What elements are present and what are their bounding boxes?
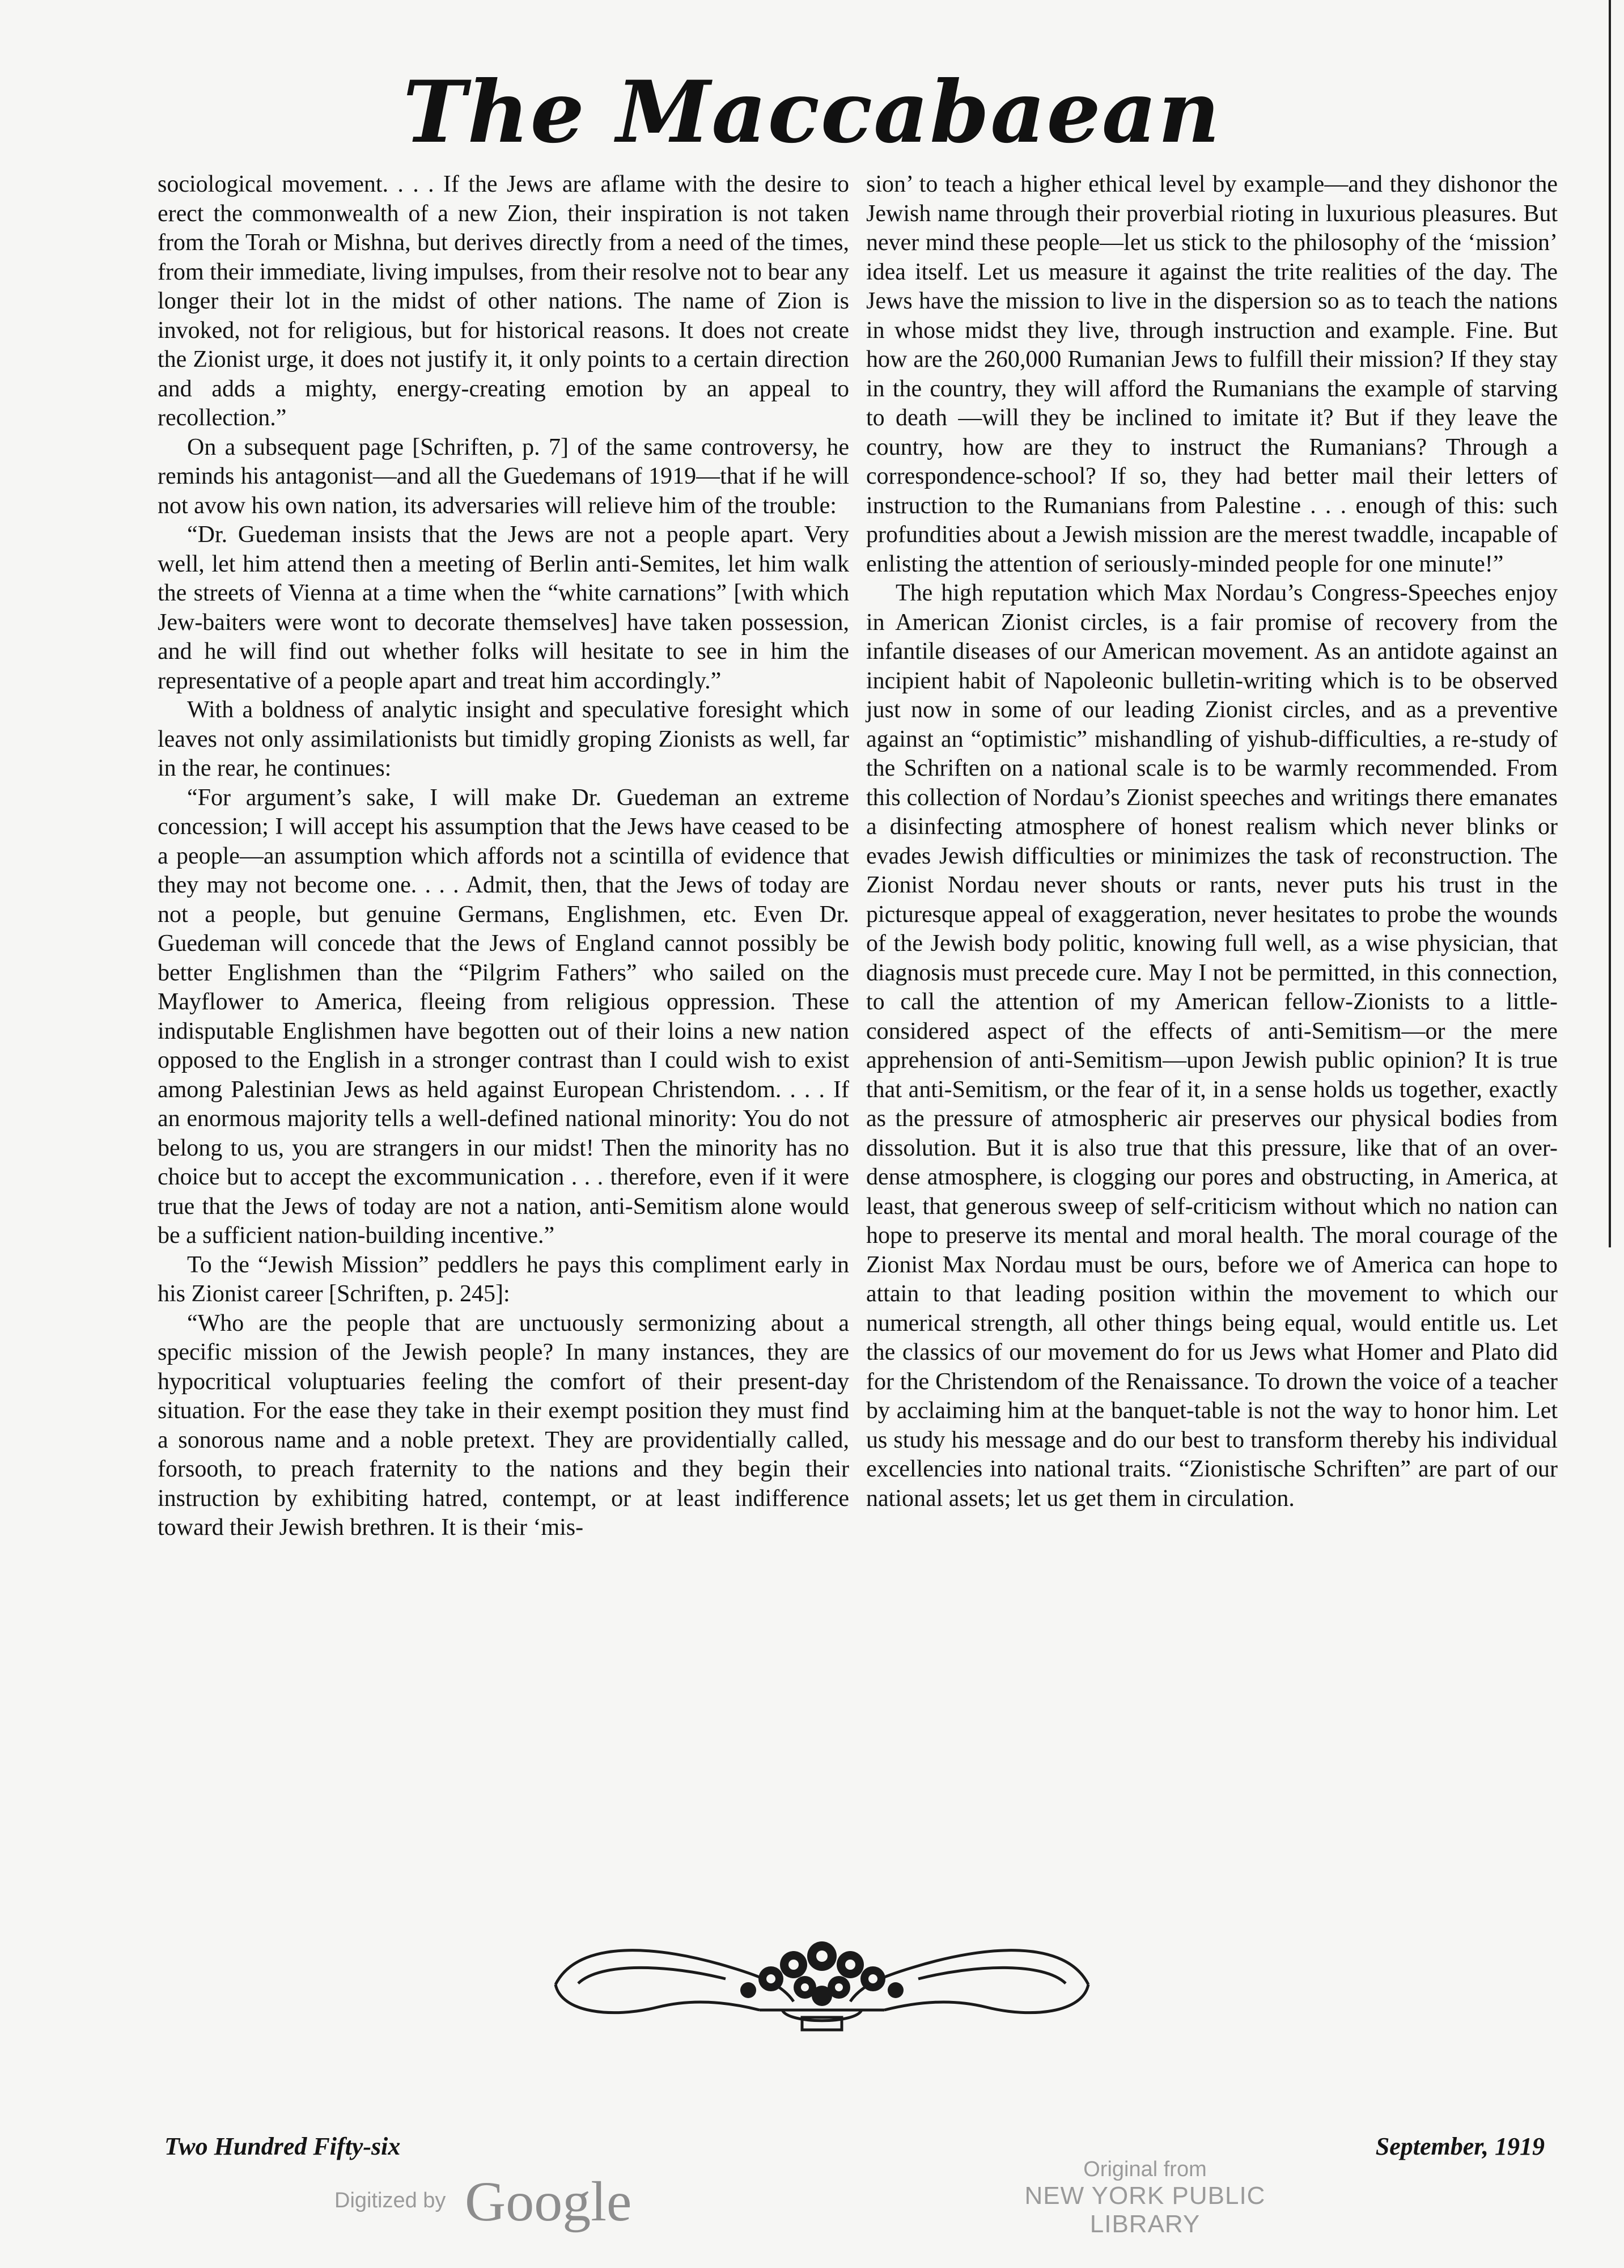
- paragraph: The high reputation which Max Nordau’s Congress-Speeches enjoy in American Zionist circles, is a fair promise of recovery from the infantile diseases of our American movement. As an antidote against an incipient habit of Napoleonic bulletin-writing which is to be observed just now in some of our leading Zionist circles, and as a preventive against an “optimistic” mishandling of yishub-difficulties, a re-study of the Schriften on a national scale is to be warmly recommended. From this collection of Nordau’s Zionist speeches and writings there emanates a disinfecting atmosphere of honest realism which never blinks or evades Jewish difficulties or minimizes the task of reconstruction. The Zionist Nordau never shouts or rants, never puts his trust in the picturesque appeal of exaggeration, never hesitates to probe the wounds of the Jewish body politic, knowing full well, as a wise physician, that diagnosis must precede cure. May I not be permitted, in this connection, to call the attention of my American fellow-Zionists to a little-considered aspect of the effects of anti-Semitism—or the mere apprehension of anti-Semitism—upon Jewish public opinion? It is true that anti-Semitism, or the fear of it, in a sense holds us together, exactly as the pressure of atmospheric air preserves our physical bodies from dissolution. But it is also true that this pressure, like that of an over-dense atmosphere, is clogging our pores and obstructing, in America, at least, that generous sweep of self-criticism without which no nation can hope to preserve its mental and moral health. The moral courage of the Zionist Max Nordau must be ours, before we of America can hope to attain to that leading position within the movement to which our numerical strength, all other things being equal, would entitle us. Let the classics of our movement do for us Jews what Homer and Plato did for the Christendom of the Renaissance. To drown the voice of a teacher by acclaiming him at the banquet-table is not the way to honor him. Let us study his message and do our best to transform thereby his individual excellencies into national traits. “Zionistische Schriften” are part of our national assets; let us get them in circulation.: [866, 580, 1558, 1512]
- original-from-label: Original from: [1083, 2157, 1207, 2181]
- left-column: [158, 170, 849, 1543]
- library-credit: [975, 2157, 1315, 2239]
- library-name: NEW YORK PUBLIC LIBRARY: [1024, 2182, 1266, 2238]
- paragraph: With a boldness of analytic insight and speculative foresight which leaves not only assimilationists but timidly groping Zionists as well, far in the rear, he continues:: [158, 697, 849, 781]
- masthead-title: The Maccabaean: [402, 62, 1222, 162]
- paragraph: “Who are the people that are unctuously sermonizing about a specific mission of the Jewish people? In many instances, they are hypocritical voluptuaries feeling the comfort of their present-day situation. For the ease they take in their exempt position they must find a sonorous name and a noble pretext. They are providentially called, forsooth, to preach fraternity to the nations and they begin their instruction by exhibiting hatred, contempt, or at least indifference toward their Jewish brethren. It is their ‘mis-: [158, 1310, 849, 1541]
- paragraph: sociological movement. . . . If the Jews are aflame with the desire to erect the commonwealth of a new Zion, their inspiration is not taken from the Torah or Mishna, but derives directly from a need of the times, from their immediate, living impulses, from their resolve not to bear any longer their lot in the midst of other nations. The name of Zion is invoked, not for religious, but for historical reasons. It does not create the Zionist urge, it does not justify it, it only points to a certain direction and adds a mighty, energy-creating emotion by an appeal to recollection.”: [158, 171, 849, 431]
- paragraph: On a subsequent page [Schriften, p. 7] of the same controversy, he reminds his antagonist—and all the Guedemans of 1919—that if he will not avow his own nation, its adversaries will relieve him of the trouble:: [158, 434, 849, 519]
- page-edge-rule: [1609, 0, 1611, 1247]
- floral-ornament-icon: [544, 1916, 1100, 2036]
- paragraph: sion’ to teach a higher ethical level by example—and they dishonor the Jewish name through their proverbial rioting in luxurious pleasures. But never mind these people—let us stick to the philosophy of the ‘mission’ idea itself. Let us measure it against the trite realities of the day. The Jews have the mission to live in the dispersion so as to teach the nations in whose midst they live, through instruction and example. Fine. But how are the 260,000 Rumanian Jews to fulfill their mission? If they stay in the country, they will afford the Rumanians the example of starving to death —will they be inclined to imitate it? But if they leave the country, how are they to instruct the Rumanians? Through a correspondence-school? If so, they had better mail their letters of instruction to the Rumanians from Palestine . . . enough of this: such profundities about a Jewish mission are the merest twaddle, incapable of enlisting the attention of seriously-minded people for one minute!”: [866, 171, 1558, 577]
- issue-date: September, 1919: [1375, 2132, 1545, 2160]
- page-number: Two Hundred Fifty-six: [164, 2132, 401, 2160]
- google-logo: Google: [465, 2170, 632, 2233]
- right-column: [866, 170, 1558, 1513]
- digitized-by-label: Digitized by: [334, 2189, 446, 2212]
- paragraph: To the “Jewish Mission” peddlers he pays this compliment early in his Zionist career [Schriften, p. 245]:: [158, 1251, 849, 1307]
- paragraph: “For argument’s sake, I will make Dr. Guedeman an extreme concession; I will accept his assumption that the Jews have ceased to be a people—an assumption which affords not a scintilla of evidence that they may not become one. . . . Admit, then, that the Jews of today are not a people, but genuine Germans, Englishmen, etc. Even Dr. Guedeman will concede that the Jews of England cannot possibly be better Englishmen than the “Pilgrim Fathers” who sailed on the Mayflower to America, fleeing from religious oppression. These indisputable Englishmen have begotten out of their loins a new nation opposed to the English in a stronger contrast than I could wish to exist among Palestinian Jews as held against European Christendom. . . . If an enormous majority tells a well-defined national minority: You do not belong to us, you are strangers in our midst! Then the minority has no choice but to accept the excommunication . . . therefore, even if it were true that the Jews of today are not a nation, anti-Semitism alone would be a sufficient nation-building incentive.”: [158, 784, 849, 1249]
- paragraph: “Dr. Guedeman insists that the Jews are not a people apart. Very well, let him attend then a meeting of Berlin anti-Semites, let him walk the streets of Vienna at a time when the “white carnations” [with which Jew-baiters were wont to decorate themselves] have taken possession, and he will find out whether folks will hesitate to see in him the representative of a people apart and treat him accordingly.”: [158, 522, 849, 694]
